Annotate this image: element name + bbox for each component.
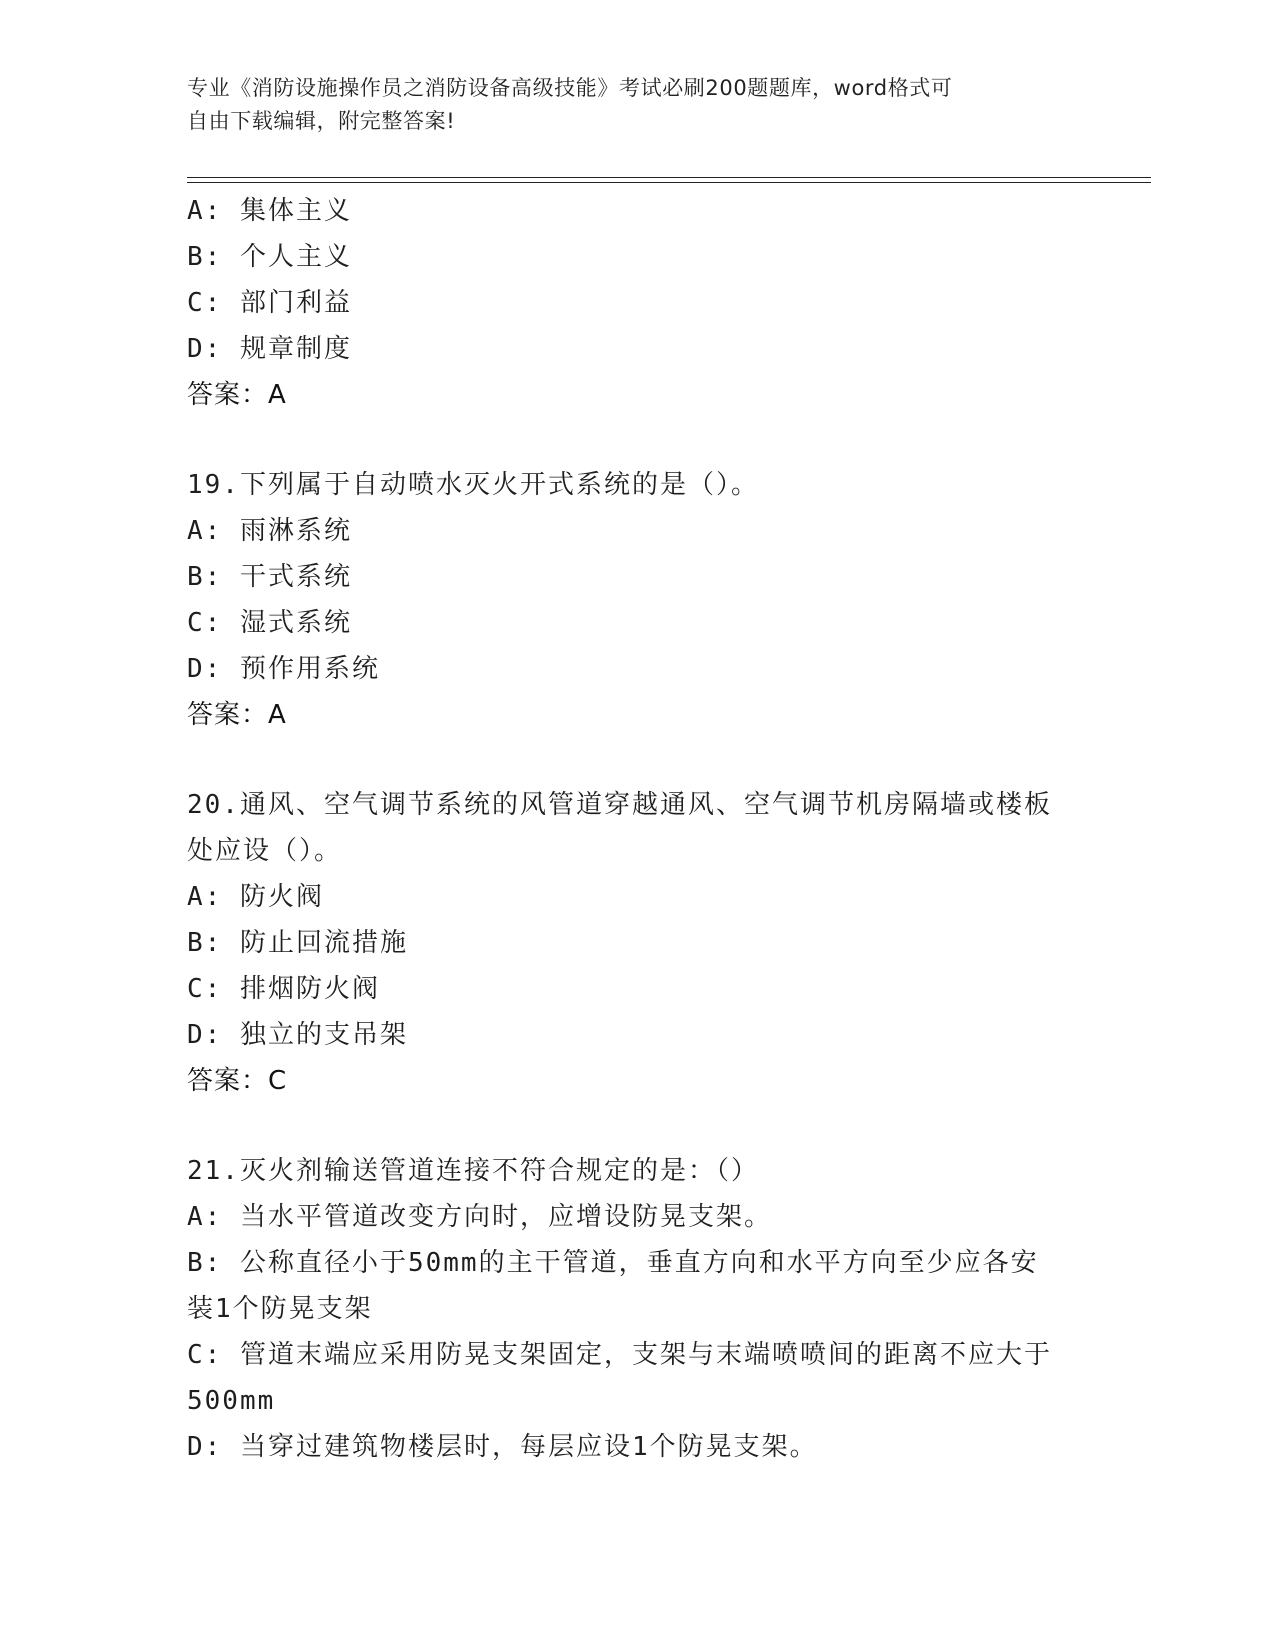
question-21	[187, 1148, 1077, 1470]
option-c: C: 排烟防火阀	[187, 974, 380, 1004]
option-c: C: 部门利益	[187, 288, 352, 318]
question-19	[187, 462, 1077, 738]
question-list	[187, 188, 1077, 1470]
header-line-2: 自由下载编辑，附完整答案!	[187, 109, 456, 133]
question-text: 21.灭火剂输送管道连接不符合规定的是：（）	[187, 1156, 759, 1186]
option-b: B: 个人主义	[187, 242, 352, 272]
option-b-line-1: B: 公称直径小于50mm的主干管道，垂直方向和水平方向至少应各安	[187, 1248, 1039, 1278]
answer-line: 答案：A	[187, 380, 287, 410]
answer-line: 答案：C	[187, 1066, 288, 1096]
option-c: C: 湿式系统	[187, 608, 352, 638]
option-d: D: 独立的支吊架	[187, 1020, 408, 1050]
header-line-1: 专业《消防设施操作员之消防设备高级技能》考试必刷200题题库，word格式可	[187, 76, 953, 100]
header-rule-bottom	[187, 182, 1151, 183]
option-c-line-1: C: 管道末端应采用防晃支架固定，支架与末端喷喷间的距离不应大于	[187, 1340, 1052, 1370]
question-text-line-2: 处应设（）。	[187, 836, 343, 866]
spacer	[187, 418, 1077, 462]
question-18	[187, 188, 1077, 418]
question-text: 19.下列属于自动喷水灭火开式系统的是（）。	[187, 470, 759, 500]
spacer	[187, 738, 1077, 782]
spacer	[187, 1104, 1077, 1148]
option-d: D: 预作用系统	[187, 654, 380, 684]
option-a: A: 当水平管道改变方向时，应增设防晃支架。	[187, 1202, 772, 1232]
option-a: A: 雨淋系统	[187, 516, 352, 546]
option-d: D: 规章制度	[187, 334, 352, 364]
option-a: A: 防火阀	[187, 882, 324, 912]
option-d: D: 当穿过建筑物楼层时，每层应设1个防晃支架。	[187, 1432, 818, 1462]
question-20	[187, 782, 1077, 1104]
question-text-line-1: 20.通风、空气调节系统的风管道穿越通风、空气调节机房隔墙或楼板	[187, 790, 1052, 820]
header-rule-top	[187, 177, 1151, 178]
option-c-line-2: 500mm	[187, 1386, 276, 1416]
option-b: B: 干式系统	[187, 562, 352, 592]
document-header	[187, 72, 1087, 138]
answer-line: 答案：A	[187, 700, 287, 730]
option-a: A: 集体主义	[187, 196, 352, 226]
option-b-line-2: 装1个防晃支架	[187, 1294, 373, 1324]
option-b: B: 防止回流措施	[187, 928, 408, 958]
